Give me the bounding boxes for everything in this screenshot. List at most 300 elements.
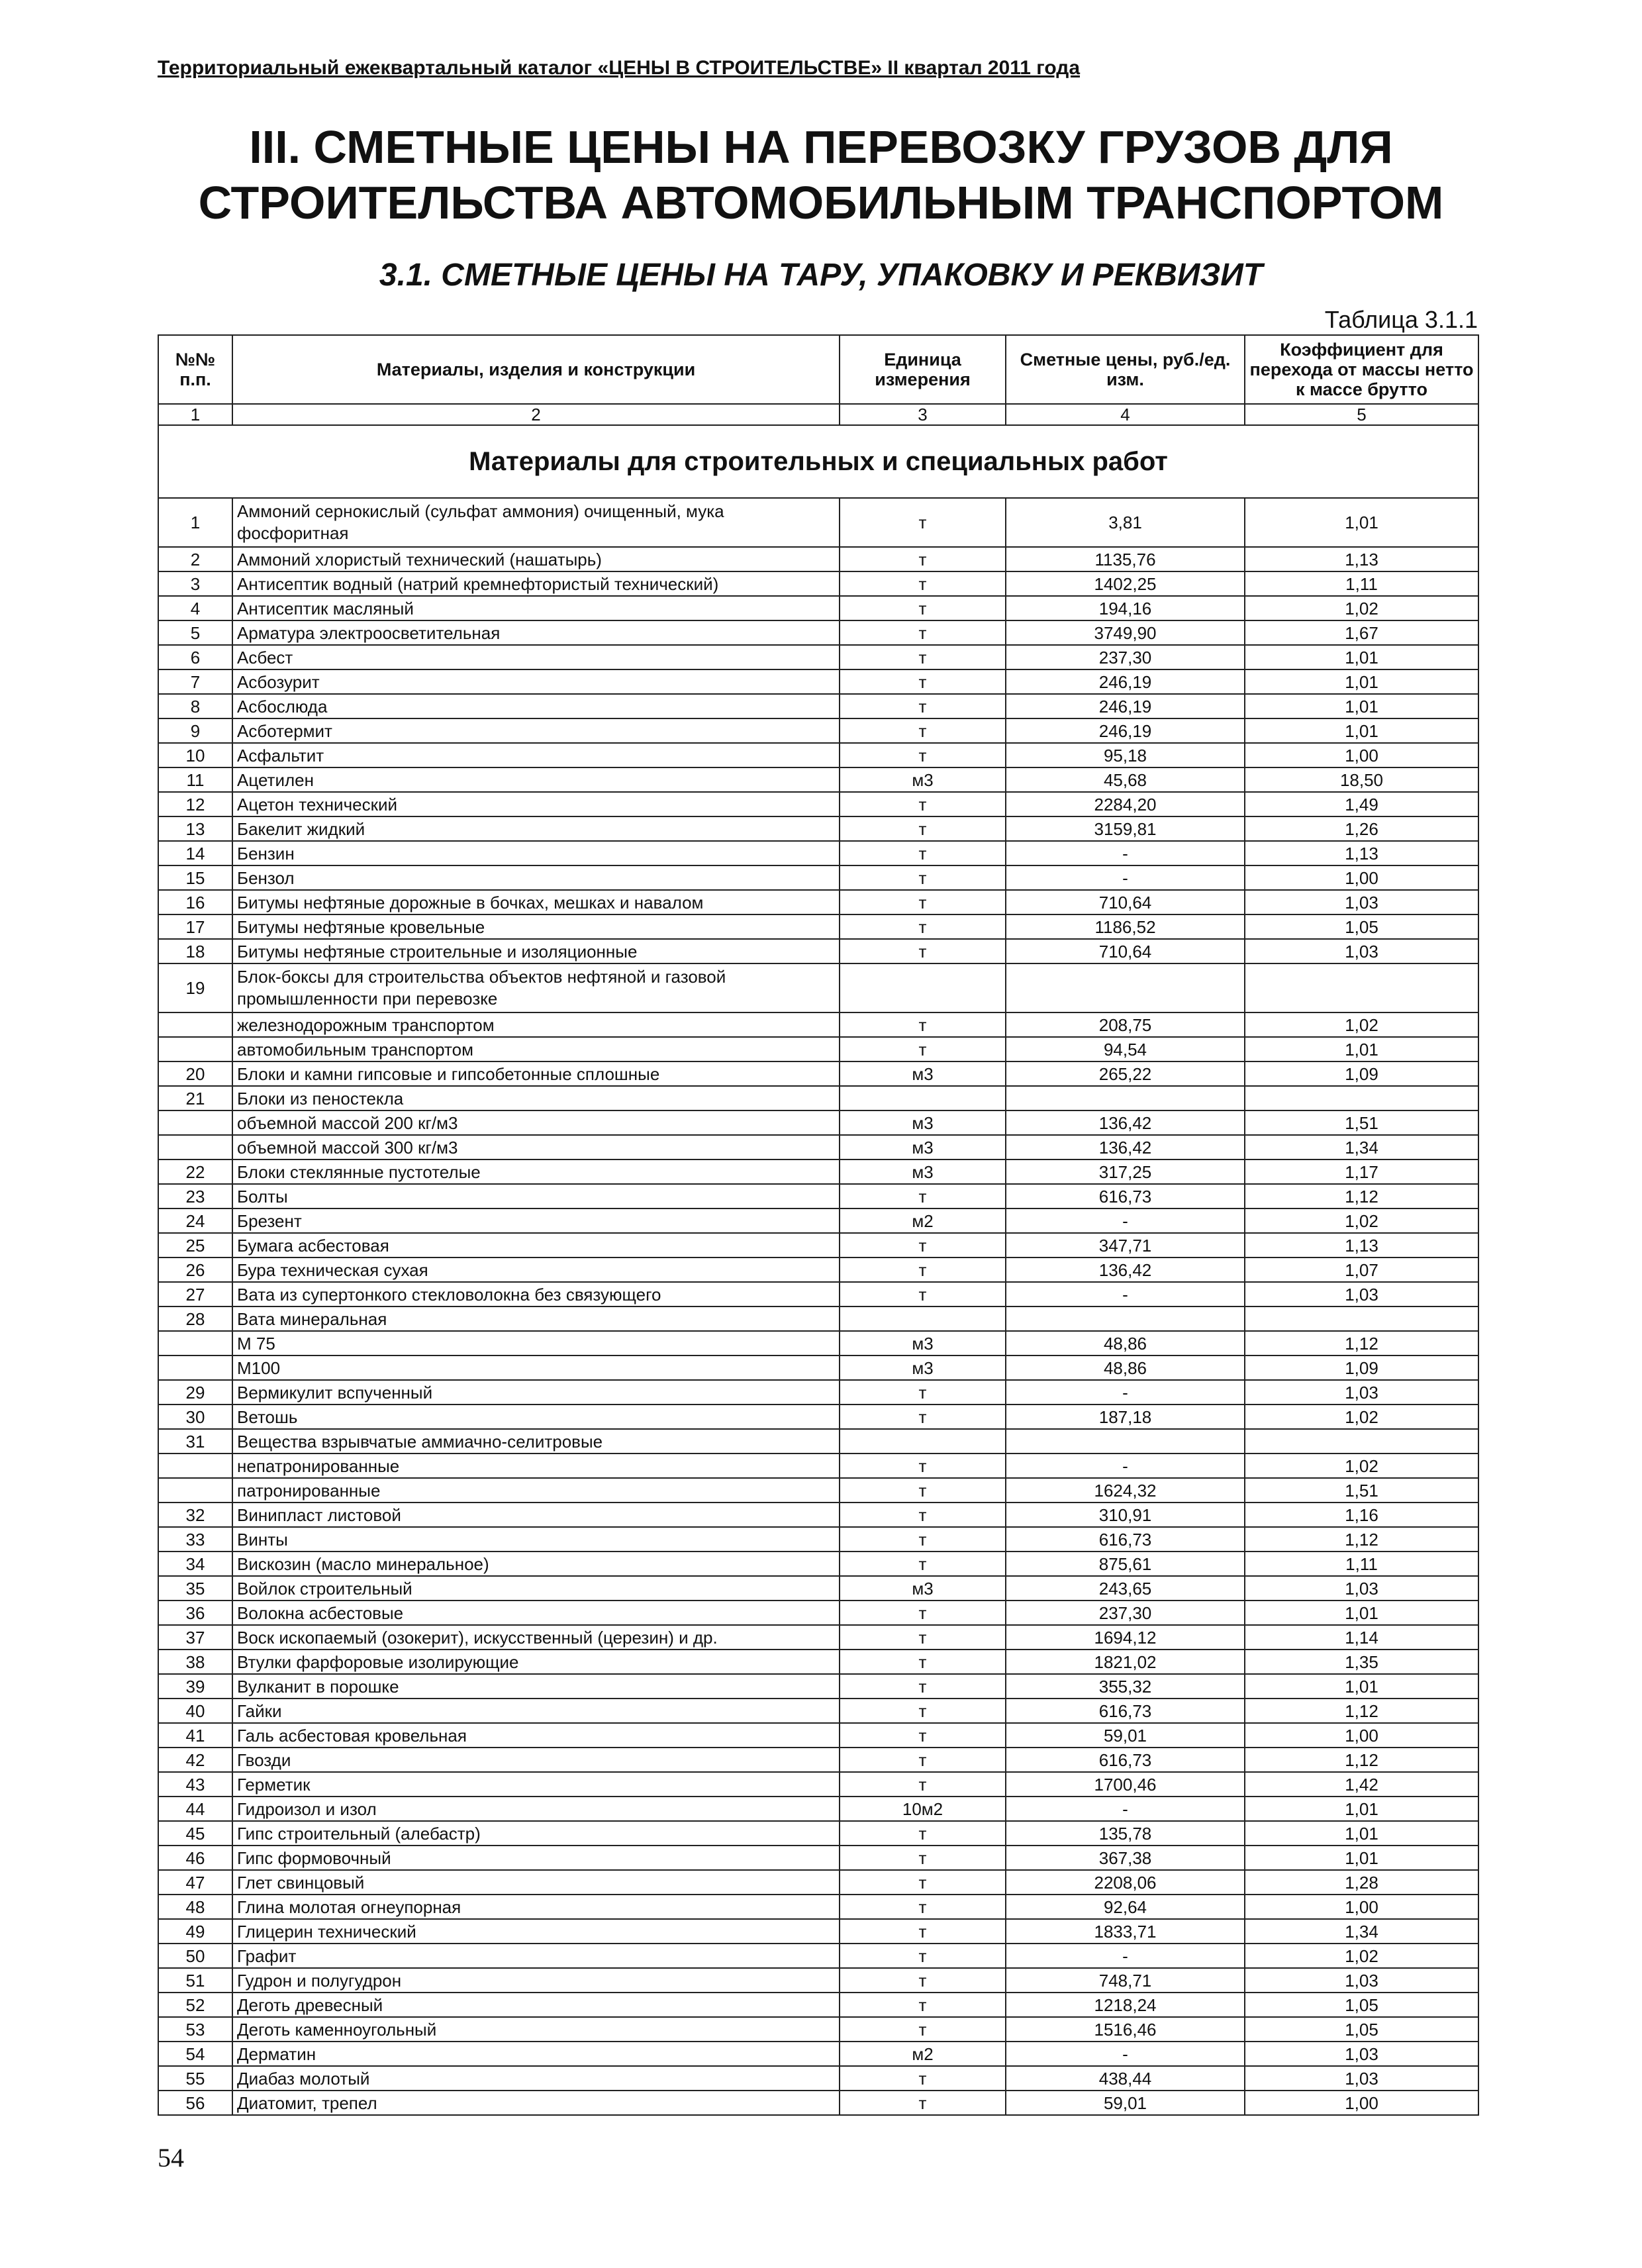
gross-coefficient <box>1245 1429 1478 1454</box>
row-number: 19 <box>158 963 232 1012</box>
table-row <box>158 498 1478 547</box>
material-name: Блоки стеклянные пустотелые <box>232 1159 840 1184</box>
table-row <box>158 1968 1478 1993</box>
estimated-price: 616,73 <box>1006 1748 1245 1772</box>
material-name: Аммоний хлористый технический (нашатырь) <box>232 547 840 571</box>
unit-of-measure: т <box>840 1772 1006 1797</box>
gross-coefficient: 1,13 <box>1245 1233 1478 1257</box>
table-row <box>158 1944 1478 1968</box>
row-number: 5 <box>158 620 232 645</box>
material-name: Болты <box>232 1184 840 1208</box>
estimated-price: - <box>1006 1454 1245 1478</box>
gross-coefficient <box>1245 1086 1478 1110</box>
row-number: 45 <box>158 1821 232 1846</box>
row-number: 21 <box>158 1086 232 1110</box>
gross-coefficient: 1,00 <box>1245 1895 1478 1919</box>
table-row <box>158 1307 1478 1331</box>
material-name: патронированные <box>232 1478 840 1503</box>
table-row <box>158 620 1478 645</box>
material-name: Вещества взрывчатые аммиачно-селитровые <box>232 1429 840 1454</box>
material-name: Войлок строительный <box>232 1576 840 1601</box>
main-title <box>0 119 1642 230</box>
unit-of-measure: т <box>840 1650 1006 1674</box>
row-number: 10 <box>158 743 232 767</box>
table-row <box>158 1184 1478 1208</box>
unit-of-measure <box>840 963 1006 1012</box>
table-row <box>158 1993 1478 2017</box>
unit-of-measure: т <box>840 1037 1006 1061</box>
estimated-price: 3159,81 <box>1006 816 1245 841</box>
table-row <box>158 963 1478 1012</box>
unit-of-measure: т <box>840 1380 1006 1405</box>
row-number: 18 <box>158 939 232 963</box>
estimated-price: 616,73 <box>1006 1527 1245 1552</box>
gross-coefficient: 1,01 <box>1245 1601 1478 1625</box>
estimated-price: 1833,71 <box>1006 1919 1245 1944</box>
table-row <box>158 2042 1478 2066</box>
row-number: 3 <box>158 571 232 596</box>
row-number: 51 <box>158 1968 232 1993</box>
row-number <box>158 1478 232 1503</box>
gross-coefficient: 1,51 <box>1245 1478 1478 1503</box>
table-row <box>158 694 1478 718</box>
unit-of-measure: т <box>840 669 1006 694</box>
material-name: Глина молотая огнеупорная <box>232 1895 840 1919</box>
estimated-price <box>1006 963 1245 1012</box>
gross-coefficient: 1,03 <box>1245 1380 1478 1405</box>
material-name: Волокна асбестовые <box>232 1601 840 1625</box>
material-name: М100 <box>232 1356 840 1380</box>
unit-of-measure: т <box>840 1601 1006 1625</box>
estimated-price: 1186,52 <box>1006 914 1245 939</box>
unit-of-measure: м3 <box>840 1356 1006 1380</box>
unit-of-measure: т <box>840 792 1006 816</box>
estimated-price: 136,42 <box>1006 1135 1245 1159</box>
unit-of-measure: т <box>840 571 1006 596</box>
column-header-price: Сметные цены, руб./ед. изм. <box>1006 335 1245 404</box>
estimated-price: 1624,32 <box>1006 1478 1245 1503</box>
row-number: 26 <box>158 1257 232 1282</box>
row-number <box>158 1356 232 1380</box>
table-row <box>158 1846 1478 1870</box>
estimated-price: - <box>1006 865 1245 890</box>
table-row <box>158 1797 1478 1821</box>
material-name: Бакелит жидкий <box>232 816 840 841</box>
table-row <box>158 645 1478 669</box>
table-row <box>158 547 1478 571</box>
row-number: 39 <box>158 1674 232 1699</box>
unit-of-measure: т <box>840 2066 1006 2091</box>
material-name: Антисептик масляный <box>232 596 840 620</box>
row-number <box>158 1331 232 1356</box>
row-number: 27 <box>158 1282 232 1307</box>
gross-coefficient: 1,09 <box>1245 1061 1478 1086</box>
gross-coefficient: 1,34 <box>1245 1919 1478 1944</box>
unit-of-measure: м2 <box>840 1208 1006 1233</box>
gross-coefficient: 1,02 <box>1245 1012 1478 1037</box>
table-row <box>158 792 1478 816</box>
row-number: 1 <box>158 498 232 547</box>
estimated-price: 246,19 <box>1006 669 1245 694</box>
unit-of-measure: т <box>840 547 1006 571</box>
gross-coefficient: 1,01 <box>1245 1674 1478 1699</box>
estimated-price: 748,71 <box>1006 1968 1245 1993</box>
unit-of-measure: т <box>840 1257 1006 1282</box>
gross-coefficient: 1,13 <box>1245 841 1478 865</box>
table-row <box>158 1919 1478 1944</box>
gross-coefficient: 1,09 <box>1245 1356 1478 1380</box>
material-name: Брезент <box>232 1208 840 1233</box>
unit-of-measure: м3 <box>840 1061 1006 1086</box>
estimated-price: 187,18 <box>1006 1405 1245 1429</box>
estimated-price: 59,01 <box>1006 2091 1245 2115</box>
row-number: 43 <box>158 1772 232 1797</box>
unit-of-measure: т <box>840 1503 1006 1527</box>
table-row <box>158 1429 1478 1454</box>
material-name: Дерматин <box>232 2042 840 2066</box>
gross-coefficient: 1,35 <box>1245 1650 1478 1674</box>
unit-of-measure: т <box>840 1699 1006 1723</box>
estimated-price: 2284,20 <box>1006 792 1245 816</box>
gross-coefficient: 1,11 <box>1245 1552 1478 1576</box>
gross-coefficient: 1,01 <box>1245 498 1478 547</box>
gross-coefficient: 1,00 <box>1245 743 1478 767</box>
row-number: 47 <box>158 1870 232 1895</box>
material-name: Асбест <box>232 645 840 669</box>
estimated-price: 48,86 <box>1006 1356 1245 1380</box>
estimated-price: - <box>1006 1797 1245 1821</box>
unit-of-measure: т <box>840 1454 1006 1478</box>
material-name: автомобильным транспортом <box>232 1037 840 1061</box>
column-number: 5 <box>1245 404 1478 425</box>
gross-coefficient: 1,01 <box>1245 1821 1478 1846</box>
material-name: объемной массой 300 кг/м3 <box>232 1135 840 1159</box>
estimated-price: 616,73 <box>1006 1699 1245 1723</box>
column-number: 2 <box>232 404 840 425</box>
table-row <box>158 1895 1478 1919</box>
unit-of-measure: т <box>840 1748 1006 1772</box>
estimated-price: - <box>1006 1208 1245 1233</box>
material-name: Ацетон технический <box>232 792 840 816</box>
table-header-row <box>158 335 1478 404</box>
row-number: 15 <box>158 865 232 890</box>
material-name: Антисептик водный (натрий кремнефтористый технический) <box>232 571 840 596</box>
row-number: 9 <box>158 718 232 743</box>
table-row <box>158 596 1478 620</box>
material-name: Винты <box>232 1527 840 1552</box>
unit-of-measure: т <box>840 1846 1006 1870</box>
estimated-price <box>1006 1307 1245 1331</box>
table-row <box>158 1650 1478 1674</box>
main-title-line-1: III. СМЕТНЫЕ ЦЕНЫ НА ПЕРЕВОЗКУ ГРУЗОВ ДЛЯ <box>249 121 1393 173</box>
unit-of-measure: т <box>840 498 1006 547</box>
gross-coefficient: 1,26 <box>1245 816 1478 841</box>
material-name: Вискозин (масло минеральное) <box>232 1552 840 1576</box>
unit-of-measure: т <box>840 816 1006 841</box>
unit-of-measure: т <box>840 1405 1006 1429</box>
table-row <box>158 1356 1478 1380</box>
row-number: 36 <box>158 1601 232 1625</box>
row-number: 30 <box>158 1405 232 1429</box>
unit-of-measure: т <box>840 1944 1006 1968</box>
material-name: Бензин <box>232 841 840 865</box>
gross-coefficient: 1,01 <box>1245 645 1478 669</box>
row-number: 8 <box>158 694 232 718</box>
row-number: 44 <box>158 1797 232 1821</box>
gross-coefficient: 1,12 <box>1245 1527 1478 1552</box>
table-row <box>158 1772 1478 1797</box>
material-name: железнодорожным транспортом <box>232 1012 840 1037</box>
material-name: Втулки фарфоровые изолирующие <box>232 1650 840 1674</box>
row-number: 24 <box>158 1208 232 1233</box>
estimated-price: 310,91 <box>1006 1503 1245 1527</box>
price-table <box>158 334 1479 2116</box>
table-row <box>158 1625 1478 1650</box>
row-number: 38 <box>158 1650 232 1674</box>
row-number: 17 <box>158 914 232 939</box>
material-name: Гипс строительный (алебастр) <box>232 1821 840 1846</box>
table-row <box>158 1037 1478 1061</box>
table-row <box>158 1454 1478 1478</box>
row-number: 50 <box>158 1944 232 1968</box>
gross-coefficient: 1,03 <box>1245 1282 1478 1307</box>
material-name: Винипласт листовой <box>232 1503 840 1527</box>
unit-of-measure: м3 <box>840 1576 1006 1601</box>
material-name: Битумы нефтяные дорожные в бочках, мешках и навалом <box>232 890 840 914</box>
table-row <box>158 1110 1478 1135</box>
table-row <box>158 1601 1478 1625</box>
table-row <box>158 841 1478 865</box>
row-number: 22 <box>158 1159 232 1184</box>
gross-coefficient: 1,03 <box>1245 1576 1478 1601</box>
unit-of-measure: т <box>840 1723 1006 1748</box>
table-row <box>158 1723 1478 1748</box>
row-number: 11 <box>158 767 232 792</box>
estimated-price: - <box>1006 1282 1245 1307</box>
estimated-price: 92,64 <box>1006 1895 1245 1919</box>
unit-of-measure: т <box>840 1674 1006 1699</box>
unit-of-measure: м2 <box>840 2042 1006 2066</box>
table-row <box>158 1503 1478 1527</box>
estimated-price: 2208,06 <box>1006 1870 1245 1895</box>
row-number: 23 <box>158 1184 232 1208</box>
row-number: 41 <box>158 1723 232 1748</box>
table-row <box>158 1282 1478 1307</box>
table-row <box>158 2066 1478 2091</box>
unit-of-measure: т <box>840 1184 1006 1208</box>
estimated-price: - <box>1006 1944 1245 1968</box>
material-name: М 75 <box>232 1331 840 1356</box>
column-number: 4 <box>1006 404 1245 425</box>
estimated-price: 136,42 <box>1006 1110 1245 1135</box>
estimated-price: 95,18 <box>1006 743 1245 767</box>
estimated-price: 246,19 <box>1006 694 1245 718</box>
unit-of-measure: т <box>840 2017 1006 2042</box>
material-name: Блоки и камни гипсовые и гипсобетонные сплошные <box>232 1061 840 1086</box>
gross-coefficient: 1,00 <box>1245 865 1478 890</box>
estimated-price: 194,16 <box>1006 596 1245 620</box>
material-name: Бумага асбестовая <box>232 1233 840 1257</box>
table-row <box>158 1405 1478 1429</box>
table-row <box>158 1208 1478 1233</box>
estimated-price: 1694,12 <box>1006 1625 1245 1650</box>
unit-of-measure: т <box>840 2091 1006 2115</box>
table-row <box>158 816 1478 841</box>
table-row <box>158 1748 1478 1772</box>
row-number: 32 <box>158 1503 232 1527</box>
estimated-price: 1402,25 <box>1006 571 1245 596</box>
table-row <box>158 1061 1478 1086</box>
unit-of-measure: т <box>840 1895 1006 1919</box>
table-row <box>158 1552 1478 1576</box>
unit-of-measure: 10м2 <box>840 1797 1006 1821</box>
estimated-price: 136,42 <box>1006 1257 1245 1282</box>
material-name: Глет свинцовый <box>232 1870 840 1895</box>
section-title: Материалы для строительных и специальных работ <box>158 425 1478 498</box>
estimated-price: 710,64 <box>1006 939 1245 963</box>
unit-of-measure: м3 <box>840 1331 1006 1356</box>
row-number: 35 <box>158 1576 232 1601</box>
unit-of-measure: т <box>840 596 1006 620</box>
gross-coefficient: 1,34 <box>1245 1135 1478 1159</box>
unit-of-measure <box>840 1086 1006 1110</box>
unit-of-measure: м3 <box>840 1135 1006 1159</box>
table-row <box>158 914 1478 939</box>
column-numbers-row <box>158 404 1478 425</box>
table-row <box>158 2017 1478 2042</box>
unit-of-measure: м3 <box>840 1110 1006 1135</box>
row-number: 31 <box>158 1429 232 1454</box>
row-number: 2 <box>158 547 232 571</box>
unit-of-measure: т <box>840 743 1006 767</box>
material-name: Галь асбестовая кровельная <box>232 1723 840 1748</box>
gross-coefficient: 1,51 <box>1245 1110 1478 1135</box>
estimated-price: 246,19 <box>1006 718 1245 743</box>
unit-of-measure: т <box>840 694 1006 718</box>
estimated-price: 438,44 <box>1006 2066 1245 2091</box>
row-number: 6 <box>158 645 232 669</box>
estimated-price: 48,86 <box>1006 1331 1245 1356</box>
row-number: 29 <box>158 1380 232 1405</box>
row-number: 37 <box>158 1625 232 1650</box>
material-name: Ветошь <box>232 1405 840 1429</box>
row-number: 40 <box>158 1699 232 1723</box>
table-row <box>158 767 1478 792</box>
table-row <box>158 743 1478 767</box>
row-number: 42 <box>158 1748 232 1772</box>
section-subtitle: 3.1. СМЕТНЫЕ ЦЕНЫ НА ТАРУ, УПАКОВКУ И РЕКВИЗИТ <box>379 258 1263 293</box>
price-table-body <box>158 335 1478 2115</box>
gross-coefficient: 1,03 <box>1245 890 1478 914</box>
row-number: 25 <box>158 1233 232 1257</box>
material-name: Блок-боксы для строительства объектов нефтяной и газовой промышленности при перевозке <box>232 963 840 1012</box>
column-header-number: №№ п.п. <box>158 335 232 404</box>
unit-of-measure: т <box>840 939 1006 963</box>
estimated-price: - <box>1006 2042 1245 2066</box>
unit-of-measure: т <box>840 1821 1006 1846</box>
table-row <box>158 571 1478 596</box>
gross-coefficient: 18,50 <box>1245 767 1478 792</box>
material-name: Бензол <box>232 865 840 890</box>
material-name: Асфальтит <box>232 743 840 767</box>
unit-of-measure: т <box>840 914 1006 939</box>
table-row <box>158 1159 1478 1184</box>
unit-of-measure: т <box>840 1012 1006 1037</box>
table-row <box>158 1331 1478 1356</box>
row-number: 12 <box>158 792 232 816</box>
estimated-price: - <box>1006 1380 1245 1405</box>
gross-coefficient: 1,03 <box>1245 2066 1478 2091</box>
table-row <box>158 890 1478 914</box>
gross-coefficient: 1,16 <box>1245 1503 1478 1527</box>
estimated-price: 3,81 <box>1006 498 1245 547</box>
estimated-price: 355,32 <box>1006 1674 1245 1699</box>
gross-coefficient: 1,03 <box>1245 939 1478 963</box>
row-number: 13 <box>158 816 232 841</box>
unit-of-measure: т <box>840 1282 1006 1307</box>
row-number: 49 <box>158 1919 232 1944</box>
table-row <box>158 1699 1478 1723</box>
material-name: Гайки <box>232 1699 840 1723</box>
unit-of-measure: т <box>840 890 1006 914</box>
row-number <box>158 1135 232 1159</box>
gross-coefficient: 1,11 <box>1245 571 1478 596</box>
estimated-price: 135,78 <box>1006 1821 1245 1846</box>
unit-of-measure: т <box>840 1527 1006 1552</box>
estimated-price: 1821,02 <box>1006 1650 1245 1674</box>
gross-coefficient: 1,00 <box>1245 1723 1478 1748</box>
gross-coefficient: 1,05 <box>1245 2017 1478 2042</box>
estimated-price: 367,38 <box>1006 1846 1245 1870</box>
row-number <box>158 1454 232 1478</box>
table-row <box>158 1527 1478 1552</box>
gross-coefficient: 1,05 <box>1245 1993 1478 2017</box>
gross-coefficient: 1,12 <box>1245 1699 1478 1723</box>
table-row <box>158 1380 1478 1405</box>
running-header: Территориальный ежеквартальный каталог «ЦЕНЫ В СТРОИТЕЛЬСТВЕ» II квартал 2011 года <box>158 57 1081 79</box>
row-number <box>158 1110 232 1135</box>
gross-coefficient: 1,49 <box>1245 792 1478 816</box>
estimated-price: 94,54 <box>1006 1037 1245 1061</box>
estimated-price: 265,22 <box>1006 1061 1245 1086</box>
gross-coefficient <box>1245 963 1478 1012</box>
material-name: Гвозди <box>232 1748 840 1772</box>
gross-coefficient: 1,07 <box>1245 1257 1478 1282</box>
table-row <box>158 1478 1478 1503</box>
gross-coefficient: 1,01 <box>1245 1797 1478 1821</box>
row-number <box>158 1037 232 1061</box>
row-number: 14 <box>158 841 232 865</box>
row-number: 33 <box>158 1527 232 1552</box>
material-name: Воск ископаемый (озокерит), искусственный (церезин) и др. <box>232 1625 840 1650</box>
table-row <box>158 1576 1478 1601</box>
table-caption: Таблица 3.1.1 <box>1324 306 1478 333</box>
unit-of-measure <box>840 1429 1006 1454</box>
material-name: Вермикулит вспученный <box>232 1380 840 1405</box>
estimated-price: 616,73 <box>1006 1184 1245 1208</box>
gross-coefficient: 1,12 <box>1245 1331 1478 1356</box>
unit-of-measure: т <box>840 1552 1006 1576</box>
material-name: Битумы нефтяные строительные и изоляционные <box>232 939 840 963</box>
unit-of-measure: т <box>840 865 1006 890</box>
material-name: Герметик <box>232 1772 840 1797</box>
estimated-price: - <box>1006 841 1245 865</box>
row-number: 16 <box>158 890 232 914</box>
estimated-price: 347,71 <box>1006 1233 1245 1257</box>
table-row <box>158 1135 1478 1159</box>
unit-of-measure: т <box>840 841 1006 865</box>
estimated-price: 208,75 <box>1006 1012 1245 1037</box>
